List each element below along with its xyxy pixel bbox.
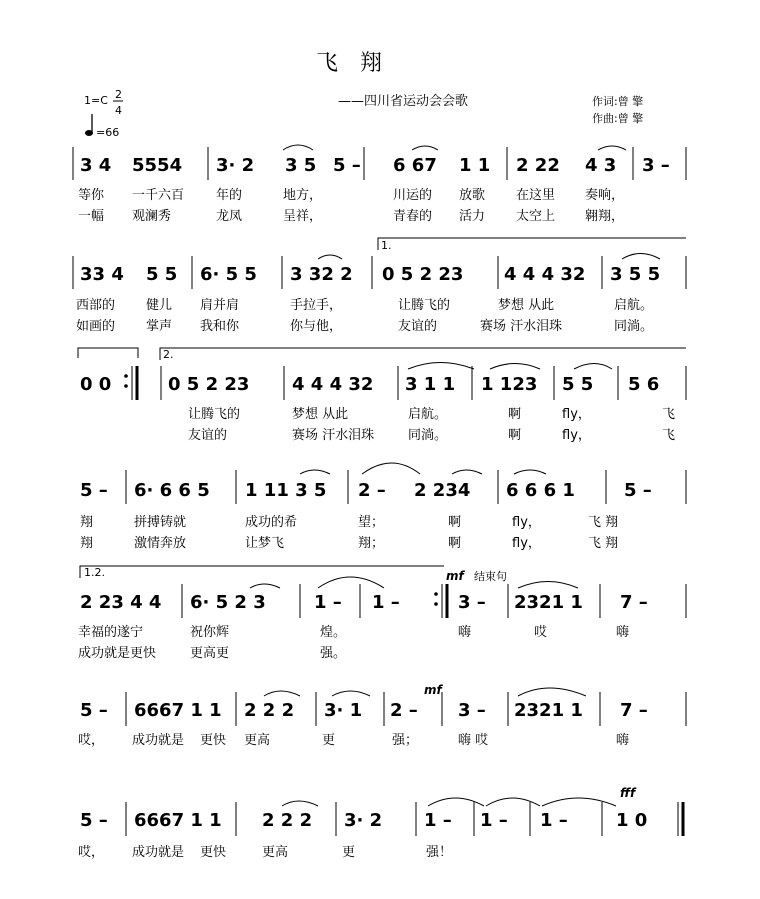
note-group: 5 – [80,480,108,501]
slur [514,470,546,474]
lyric-verse2: 更高更 [190,646,230,661]
lyric-verse2: 啊 [508,428,522,443]
lyric-verse2: 掌声 [146,319,173,334]
lyric-verse1: 更 [322,733,336,748]
lyric-verse2: 同淌。 [614,319,654,334]
lyric-verse2: 观澜秀 [132,209,172,224]
lyric-verse1: fly， [562,407,591,422]
lyric-verse1: 等你 [78,188,105,203]
note-group: 33 4 [80,264,124,285]
lyric-verse1: 梦想 从此 [498,298,555,313]
lyric-verse2: fly， [512,536,541,551]
note-group: 6 67 [393,155,437,176]
slur [428,798,484,806]
lyric-verse1: 强！ [426,845,453,860]
lyric-verse2: 翔 [80,536,94,551]
slur [622,254,660,260]
note-group: 5 – [80,700,108,721]
ending-label: 结束句 [474,570,507,583]
system-4 [80,463,686,551]
song-subtitle: ——四川省运动会会歌 [338,94,469,109]
dynamic-marking: mf [446,569,464,583]
volta-label: 2. [163,348,174,361]
note-group: 3· 2 [216,155,255,176]
key-signature: 1=C [84,94,108,107]
lyric-verse1: 成功的希 [245,515,298,530]
song-title: 飞翔 [316,51,405,76]
lyric-verse1: 嗨 [458,625,472,640]
system-6 [78,683,686,748]
lyric-verse2: 激情奔放 [134,536,187,551]
volta-bracket [160,348,686,360]
lyric-verse1: 啊 [508,407,522,422]
slur [574,364,612,370]
lyric-verse2: 翔； [358,536,385,551]
lyric-verse2: 活力 [459,209,486,224]
final-barline [678,802,683,836]
note-group: 1 – [480,810,508,831]
note-group: 3 5 [285,155,317,176]
volta-bracket [78,348,138,358]
lyric-verse2: 飞 翔 [588,536,619,551]
lyric-verse2: 太空上 [516,209,556,224]
note-group: 1 – [540,810,568,831]
repeat-end-barline [124,366,137,400]
slur [408,363,474,370]
slur [332,691,370,696]
note-group: 4 3 [585,155,617,176]
lyric-verse1: 年的 [216,188,243,203]
slur [518,688,586,696]
slur [318,255,342,259]
lyric-verse2: 赛场 汗水泪珠 [480,319,563,334]
lyric-verse2: 啊 [448,536,462,551]
lyric-verse1: 一千六百 [132,188,185,203]
lyric-verse1: 更快 [200,845,227,860]
note-group: 3 5 5 [610,264,661,285]
note-group: 1 11 3 5 [245,480,327,501]
lyric-verse2: fly， [562,428,591,443]
note-group: 3 1 1 [405,374,456,395]
lyric-verse1: 飞 翔 [588,515,619,530]
lyric-verse1: 更高 [244,733,271,748]
lyric-verse1: 地方， [283,188,323,203]
dynamic-marking: fff [620,786,636,800]
note-group: 5 – [624,480,652,501]
lyric-verse2: 龙凤 [216,209,243,224]
lyric-verse2: 强。 [320,646,347,661]
lyric-verse1: 肩并肩 [200,298,240,313]
dynamic-marking: mf [424,683,442,697]
note-group: 5 5 [562,374,594,395]
note-group: 1 – [372,592,400,613]
system-7 [78,786,683,860]
lyric-verse1: 拼搏铸就 [134,515,187,530]
lyric-verse1: 强； [392,733,419,748]
note-group: 3 32 2 [290,264,353,285]
slur [486,798,540,806]
system-3 [78,348,686,443]
slur [282,801,318,806]
slur [518,582,578,589]
lyric-verse1: 成功就是 [132,845,185,860]
note-group: 3· 1 [324,700,363,721]
note-group: 1 – [314,592,342,613]
note-group: 6667 1 1 [134,810,222,831]
lyric-verse1: 手拉手， [290,298,343,313]
note-group: 7 – [620,592,648,613]
note-group: 0 5 2 23 [382,264,464,285]
note-group: 5554 [132,155,183,176]
lyric-verse2: 呈祥， [283,209,323,224]
lyric-verse1: 哎， [78,845,105,860]
note-group: 3 4 [80,155,112,176]
system-5 [78,566,686,661]
lyric-verse2: 赛场 汗水泪珠 [292,428,375,443]
lyric-verse1: 在这里 [516,188,556,203]
volta-bracket [80,566,444,578]
slur [300,470,330,474]
system-1 [73,145,686,224]
note-group: 7 – [620,700,648,721]
note-group: 3 – [642,155,670,176]
system-2 [73,238,686,334]
note-group: 2 23 4 4 [80,592,162,613]
volta-bracket [378,238,686,250]
lyric-verse1: 川运的 [393,188,433,203]
note-group: 0 5 2 23 [168,374,250,395]
slur [318,577,384,588]
note-group: 3· 2 [344,810,383,831]
lyric-verse1: 更快 [200,733,227,748]
slur [490,364,540,370]
note-group: 4 4 4 32 [504,264,586,285]
volta-label: 1.2. [84,566,105,579]
slur [412,146,438,150]
time-signature-bottom: 4 [115,104,122,117]
lyric-verse1: 启航。 [408,407,448,422]
lyric-verse1: 嗨 哎 [458,733,489,748]
lyric-verse1: 健儿 [146,298,173,313]
lyric-verse2: 让梦飞 [245,536,285,551]
note-group: 2321 1 [514,592,583,613]
lyric-verse2: 友谊的 [398,319,438,334]
note-group: 2 – [390,700,418,721]
lyric-verse2: 同淌。 [408,428,448,443]
lyric-verse1: 让腾飞的 [398,298,451,313]
composer: 作曲:曾 擎 [592,112,644,125]
lyric-verse1: 飞 [662,407,676,422]
lyric-verse1: 幸福的遂宁 [78,625,144,640]
lyric-verse1: 奏响， [585,188,625,203]
note-group: 3 – [458,592,486,613]
lyricist: 作词:曾 擎 [592,95,644,108]
note-group: 2 2 2 [262,810,313,831]
volta-label: 1. [381,239,392,252]
note-group: 3 – [458,700,486,721]
slur [250,584,280,588]
slur [264,691,300,696]
lyric-verse2: 如画的 [76,319,116,334]
lyric-verse1: 更高 [262,845,289,860]
lyric-verse1: 更 [342,845,356,860]
note-group: 1 0 [616,810,648,831]
lyric-verse2: 飞 [662,428,676,443]
note-group: 2 22 [516,155,560,176]
slur [598,146,626,150]
lyric-verse1: 嗨 [616,625,630,640]
lyric-verse2: 翱翔， [585,209,625,224]
lyric-verse2: 青春的 [393,209,433,224]
note-group: 1 – [424,810,452,831]
note-group: 6667 1 1 [134,700,222,721]
lyric-verse1: 启航。 [614,298,654,313]
note-group: 6· 5 5 [200,264,257,285]
note-group: 1 1 [459,155,491,176]
note-group: 5 5 [146,264,178,285]
slur [362,463,420,474]
note-group: 5 – [333,155,361,176]
lyric-verse1: 西部的 [76,298,116,313]
lyric-verse2: 成功就是更快 [78,646,157,661]
time-signature-top: 2 [115,88,122,101]
lyric-verse1: fly， [512,515,541,530]
note-group: 2 234 [414,480,471,501]
lyric-verse1: 让腾飞的 [188,407,241,422]
lyric-verse1: 梦想 从此 [292,407,349,422]
lyric-verse1: 翔 [80,515,94,530]
note-group: 6 6 6 1 [506,480,575,501]
lyric-verse1: 哎， [78,733,105,748]
lyric-verse2: 一幅 [78,209,105,224]
lyric-verse2: 你与他， [290,319,343,334]
quarter-note-icon [85,114,93,136]
slur [283,145,313,150]
note-group: 2321 1 [514,700,583,721]
lyric-verse2: 我和你 [200,319,240,334]
note-group: 2 2 2 [244,700,295,721]
note-group: 4 4 4 32 [292,374,374,395]
note-group: 5 – [80,810,108,831]
lyric-verse1: 啊 [448,515,462,530]
note-group: 6· 5 2 3 [190,592,266,613]
note-group: 0 0 [80,374,112,395]
note-group: 6· 6 6 5 [134,480,210,501]
note-group: 2 – [358,480,386,501]
lyric-verse1: 望； [358,515,385,530]
lyric-verse1: 成功就是 [132,733,185,748]
note-group: 1 123 [481,374,538,395]
lyric-verse1: 嗨 [616,733,630,748]
lyric-verse2: 友谊的 [188,428,228,443]
tempo-marking: =66 [96,126,120,139]
lyric-verse1: 哎 [534,625,548,640]
lyric-verse1: 放歌 [459,188,486,203]
lyric-verse1: 煌。 [320,625,347,640]
note-group: 5 6 [628,374,660,395]
slur [542,798,616,806]
lyric-verse1: 祝你辉 [190,625,230,640]
repeat-end-barline [434,584,447,618]
slur [452,470,482,474]
